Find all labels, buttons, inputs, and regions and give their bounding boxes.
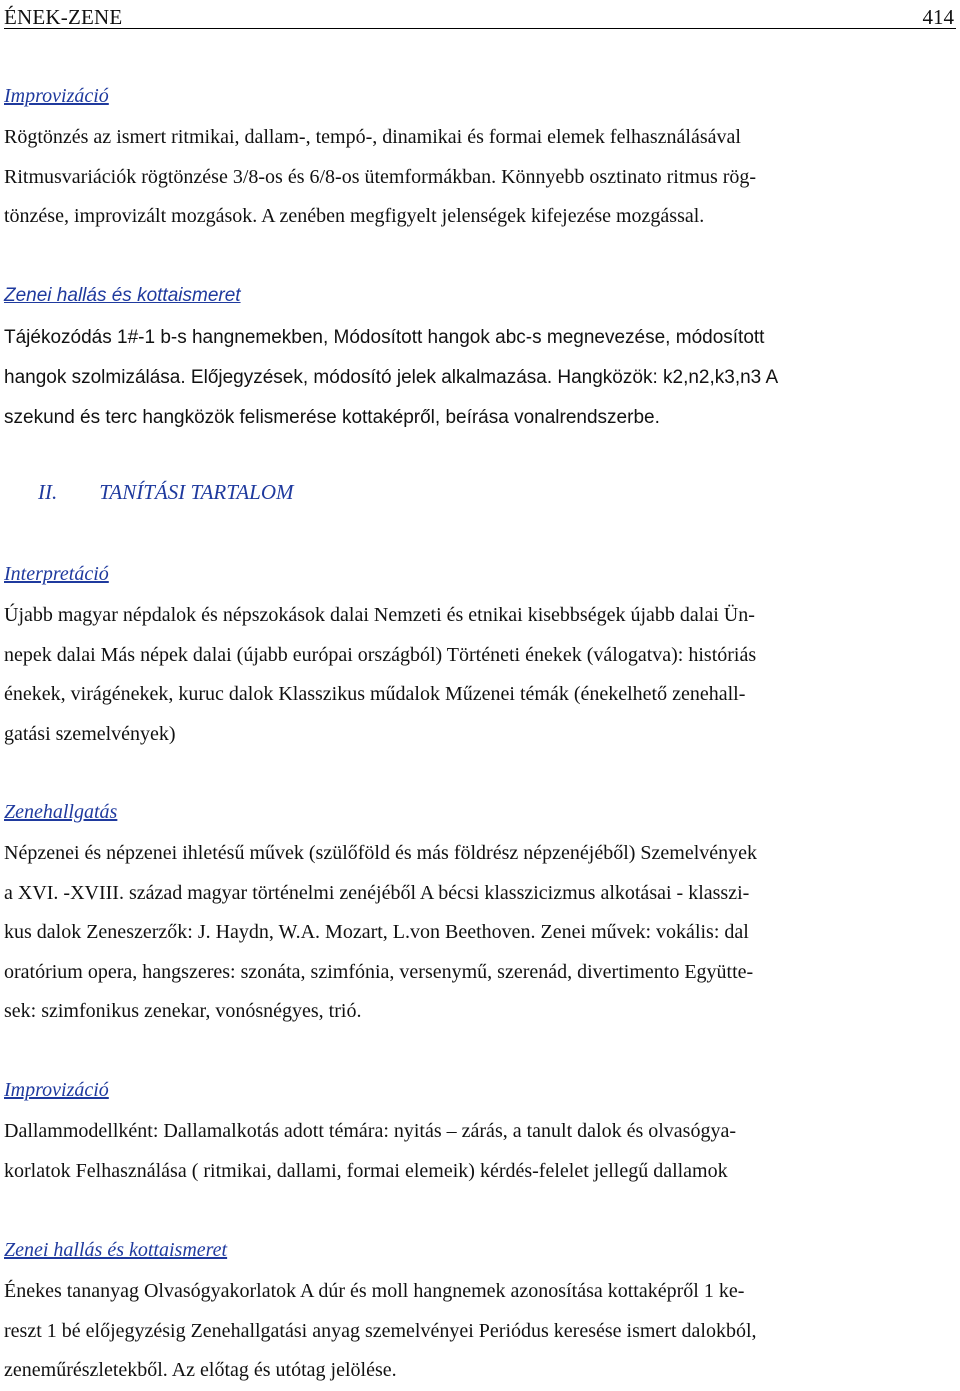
chapter-title-text: TANÍTÁSI TARTALOM xyxy=(99,480,294,504)
section-body xyxy=(4,596,884,754)
section-zenei-hallas-1 xyxy=(4,282,884,438)
text-line: énekek, virágénekek, kuruc dalok Klasszikus műdalok Műzenei témák (énekelhető zenehall- xyxy=(4,683,746,705)
section-zenei-hallas-2 xyxy=(4,1236,884,1391)
text-line: sek: szimfonikus zenekar, vonósnégyes, trió. xyxy=(4,1000,362,1022)
section-interpretacio xyxy=(4,560,884,754)
section-improvizacio-1 xyxy=(4,82,884,237)
section-heading: Interpretáció xyxy=(4,563,109,585)
text-line: Ritmusvariációk rögtönzése 3/8-os és 6/8-os ütemformákban. Könnyebb osztinato ritmus rög- xyxy=(4,165,757,188)
text-line: kus dalok Zeneszerzők: J. Haydn, W.A. Mozart, L.von Beethoven. Zenei művek: vokális: dal xyxy=(4,921,749,943)
section-heading: Improvizáció xyxy=(4,1079,109,1101)
page-number: 414 xyxy=(922,5,954,29)
text-line: tönzése, improvizált mozgások. A zenében megfigyelt jelenségek kifejezése mozgással. xyxy=(4,205,705,227)
section-body xyxy=(4,1112,884,1191)
section-body xyxy=(4,318,884,438)
text-line: nepek dalai Más népek dalai (újabb európai országból) Történeti énekek (válogatva): históriás xyxy=(4,643,757,666)
section-improvizacio-2 xyxy=(4,1076,884,1191)
section-body xyxy=(4,118,884,237)
page-header xyxy=(4,4,956,29)
text-line: hangok szolmizálása. Előjegyzések, módosító jelek alkalmazása. Hangközök: k2,n2,k3,n3 A xyxy=(4,367,779,388)
section-heading: Zenei hallás és kottaismeret xyxy=(4,285,241,306)
section-body xyxy=(4,1272,884,1391)
text-line: Dallammodellként: Dallamalkotás adott témára: nyitás – zárás, a tanult dalok és olvasógya- xyxy=(4,1120,736,1142)
chapter-roman-numeral: II. xyxy=(38,480,58,504)
text-line: Énekes tananyag Olvasógyakorlatok A dúr és moll hangnemek azonosítása kottaképről 1 ke- xyxy=(4,1280,745,1302)
section-heading: Improvizáció xyxy=(4,85,109,107)
text-line: Újabb magyar népdalok és népszokások dalai Nemzeti és etnikai kisebbségek újabb dalai Ün- xyxy=(4,604,755,626)
section-heading: Zenehallgatás xyxy=(4,801,118,823)
text-line: Rögtönzés az ismert ritmikai, dallam-, tempó-, dinamikai és formai elemek felhasználásával xyxy=(4,126,741,148)
text-line: Tájékozódás 1#-1 b-s hangnemekben, Módosított hangok abc-s megnevezése, módosított xyxy=(4,327,765,348)
text-line: szekund és terc hangközök felismerése kottaképről, beírása vonalrendszerbe. xyxy=(4,407,660,428)
text-line: reszt 1 bé előjegyzésig Zenehallgatási anyag szemelvényei Periódus keresése ismert dalokból, xyxy=(4,1319,757,1342)
section-body xyxy=(4,834,884,1032)
text-line: gatási szemelvények) xyxy=(4,722,176,745)
page-header-title: ÉNEK-ZENE xyxy=(4,5,123,29)
section-heading: Zenei hallás és kottaismeret xyxy=(4,1239,228,1261)
chapter-title xyxy=(38,480,294,505)
text-line: oratórium opera, hangszeres: szonáta, szimfónia, versenymű, szerenád, divertimento Együtte- xyxy=(4,960,754,983)
text-line: Népzenei és népzenei ihletésű művek (szülőföld és más földrész népzenéjéből) Szemelvények xyxy=(4,842,758,864)
text-line: a XVI. -XVIII. század magyar történelmi zenéjéből A bécsi klasszicizmus alkotásai - klasszi- xyxy=(4,881,750,904)
text-line: korlatok Felhasználása ( ritmikai, dallami, formai elemeik) kérdés-felelet jellegű dallamok xyxy=(4,1159,728,1182)
section-zenehallgatas xyxy=(4,798,884,1032)
text-line: zeneműrészletekből. Az előtag és utótag jelölése. xyxy=(4,1359,397,1381)
